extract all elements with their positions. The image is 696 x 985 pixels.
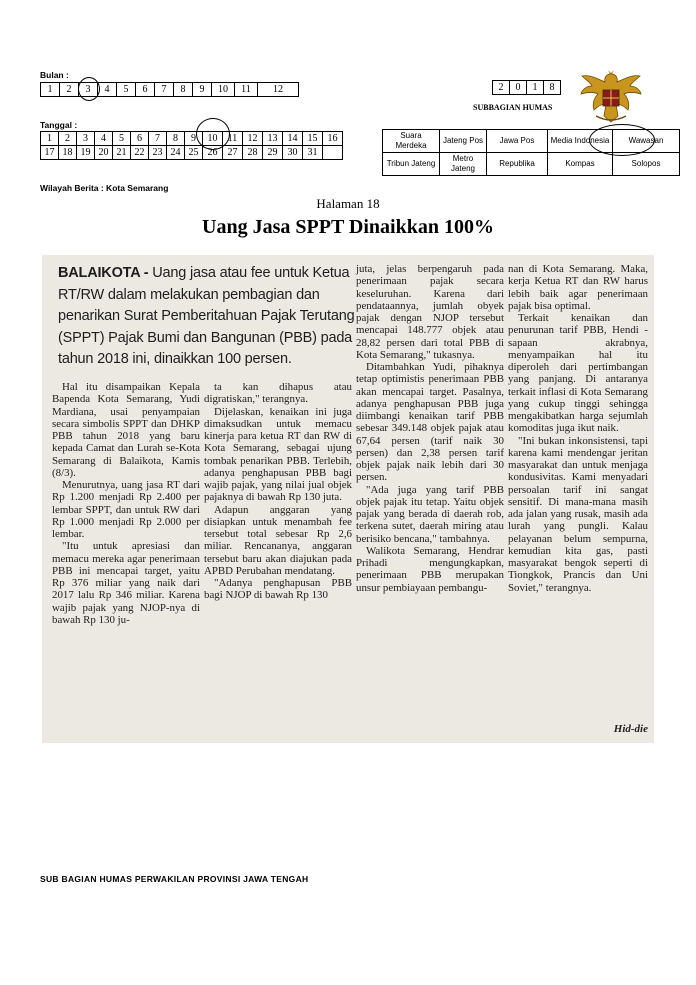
month-cell: 9 xyxy=(193,83,212,97)
date-cell: 5 xyxy=(113,132,131,146)
date-cell: 17 xyxy=(41,146,59,160)
paragraph: Menurutnya, uang jasa RT dari Rp 1.200 menjadi Rp 2.400 per lembar SPPT, dan untuk RW dari Rp 1.000 menjadi Rp 2.000 per lembar. xyxy=(52,479,200,540)
date-cell: 24 xyxy=(167,146,185,160)
paragraph: juta, jelas berpengaruh pada penerimaan pajak secara keseluruhan. Karena dari pendataannya, jumlah obyek pajak dengan NJOP tersebut mencapai 148.777 objek atau 28,82 persen dari total PBB di Kota Semarang," tukasnya. xyxy=(356,263,504,361)
date-cell: 20 xyxy=(95,146,113,160)
paragraph: Ditambahkan Yudi, pihaknya tetap optimistis penerimaan PBB akan mencapai target. Pasalnya, adanya penghapusan PBB juga diimbangi kenaikan tarif PBB sebesar 349.148 objek pajak atau 67,64 persen (tarif naik 30 persen) dan 2,38 persen tarif objek pajak naik lebih dari 30 persen. xyxy=(356,361,504,484)
article-headline: Uang Jasa SPPT Dinaikkan 100% xyxy=(202,216,494,238)
date-cell: 2 xyxy=(59,132,77,146)
media-cell: Kompas xyxy=(548,153,613,176)
newspaper-clipping xyxy=(42,255,654,743)
paragraph: Hal itu disampaikan Kepala Bapenda Kota Semarang, Yudi Mardiana, usai penyampaian secara simbolis SPPT dan DHKP PBB tahun 2018 yang baru kepada Camat dan Lurah se-Kota Semarang di Balaikota, Kamis (8/3). xyxy=(52,381,200,479)
article-column-3 xyxy=(356,263,504,594)
year-digit: 8 xyxy=(544,81,561,95)
selected-media-circle xyxy=(589,124,655,156)
article-column-2 xyxy=(204,381,352,602)
lead-kicker: BALAIKOTA - xyxy=(58,265,149,281)
date-cell: 4 xyxy=(95,132,113,146)
bulan-label: Bulan : xyxy=(40,70,69,80)
media-cell: Metro Jateng xyxy=(440,153,487,176)
paragraph: "Adanya penghapusan PBB bagi NJOP di bawah Rp 130 xyxy=(204,577,352,602)
author-signature: Hid-die xyxy=(613,723,648,735)
date-cell: 31 xyxy=(303,146,323,160)
media-cell: Tribun Jateng xyxy=(383,153,440,176)
date-cell: 29 xyxy=(263,146,283,160)
media-cell: Republika xyxy=(487,153,548,176)
date-cell: 19 xyxy=(77,146,95,160)
month-cell: 3 xyxy=(79,83,98,97)
department-label: SUBBAGIAN HUMAS xyxy=(473,103,553,112)
date-cell: 27 xyxy=(223,146,243,160)
media-cell: Solopos xyxy=(613,153,680,176)
date-cell: 21 xyxy=(113,146,131,160)
page-number: Halaman 18 xyxy=(316,196,380,211)
media-cell: Jateng Pos xyxy=(440,130,487,153)
paragraph: Adapun anggaran yang disiapkan untuk menambah fee tersebut total sebesar Rp 2,6 miliar. Rencananya, anggaran tersebut baru akan diajukan pada APBD Perubahan mendatang. xyxy=(204,503,352,577)
paragraph: "Ada juga yang tarif PBB objek pajak itu tetap. Yaitu objek pajak yang berada di daerah rob, terkena sutet, daerah miring atau berisiko bencana," tambahnya. xyxy=(356,483,504,545)
footer-text: SUB BAGIAN HUMAS PERWAKILAN PROVINSI JAWA TENGAH xyxy=(40,874,309,884)
month-cell: 10 xyxy=(212,83,235,97)
year-grid xyxy=(492,80,561,95)
paragraph: "Itu untuk apresiasi dan memacu mereka agar penerimaan PBB ini mencapai target, yaitu Rp 376 miliar yang naik dari 2017 lalu Rp 346 miliar. Karena wajib pajak yang NJOP-nya di bawah Rp 130 ju- xyxy=(52,540,200,626)
month-cell: 12 xyxy=(258,83,299,97)
date-cell: 3 xyxy=(77,132,95,146)
selected-month-circle xyxy=(78,77,100,101)
selected-date-circle xyxy=(196,118,230,150)
date-cell: 25 xyxy=(185,146,203,160)
month-cell: 1 xyxy=(41,83,60,97)
media-cell: Suara Merdeka xyxy=(383,130,440,153)
month-cell: 11 xyxy=(235,83,258,97)
article-lead xyxy=(58,263,380,371)
paragraph: Walikota Semarang, Hendrar Prihadi mengungkapkan, penerimaan PBB merupakan unsur pembiayaan pembangu- xyxy=(356,544,504,594)
media-cell: Media Indonesia xyxy=(548,130,613,153)
date-cell: 10 xyxy=(203,132,223,146)
date-cell: 18 xyxy=(59,146,77,160)
date-cell: 22 xyxy=(131,146,149,160)
date-cell: 7 xyxy=(149,132,167,146)
paragraph: "Ini bukan inkonsistensi, tapi karena kami mendengar jeritan masyarakat dan untuk menjaga kondusivitas. Kami menyadari persoalan tarif ini sangat sensitif. Di mana-mana masih ada jalan yang rusak, masih ada lurah yang pungli. Kalau pelayanan belum sempurna, kemudian kita gas, pasti masyarakat bengok seperti di Tiongkok, Prancis dan Uni Soviet," terangnya. xyxy=(508,434,648,594)
date-cell: 1 xyxy=(41,132,59,146)
date-cell: 8 xyxy=(167,132,185,146)
date-cell: 28 xyxy=(243,146,263,160)
media-cell: Jawa Pos xyxy=(487,130,548,153)
paragraph: ta kan dihapus atau digratiskan," terangnya. xyxy=(204,381,352,406)
date-cell xyxy=(323,146,343,160)
garuda-emblem-icon xyxy=(578,66,644,126)
year-digit: 0 xyxy=(510,81,527,95)
media-cell: Wawasan xyxy=(613,130,680,153)
article-column-1 xyxy=(52,381,200,626)
month-cell: 2 xyxy=(60,83,79,97)
date-cell: 14 xyxy=(283,132,303,146)
month-cell: 6 xyxy=(136,83,155,97)
date-cell: 15 xyxy=(303,132,323,146)
month-cell: 7 xyxy=(155,83,174,97)
date-cell: 13 xyxy=(263,132,283,146)
region-label: Wilayah Berita : Kota Semarang xyxy=(40,183,169,193)
date-cell: 23 xyxy=(149,146,167,160)
date-cell: 16 xyxy=(323,132,343,146)
date-cell: 12 xyxy=(243,132,263,146)
date-cell: 9 xyxy=(185,132,203,146)
month-cell: 4 xyxy=(98,83,117,97)
date-cell: 30 xyxy=(283,146,303,160)
article-column-4 xyxy=(508,263,648,594)
date-grid xyxy=(40,131,343,160)
month-cell: 8 xyxy=(174,83,193,97)
date-cell: 11 xyxy=(223,132,243,146)
date-cell: 26 xyxy=(203,146,223,160)
paragraph: Terkait kenaikan dan penurunan tarif PBB, Hendi - sapaan akrabnya, menyampaikan hal itu diperoleh dari pertimbangan yang panjang. Di antaranya terkait inflasi di Kota Semarang yang cukup tinggi sehingga mengakibatkan harga sejumlah komoditas juga ikut naik. xyxy=(508,312,648,435)
year-digit: 2 xyxy=(493,81,510,95)
month-cell: 5 xyxy=(117,83,136,97)
year-digit: 1 xyxy=(527,81,544,95)
date-cell: 6 xyxy=(131,132,149,146)
paragraph: Dijelaskan, kenaikan ini juga dimaksudkan untuk memacu kinerja para ketua RT dan RW di Kota Semarang, sebagai ujung tombak penarikan PBB. Terlebih, adanya penghapusan PBB bagi wajib pajak, yang nilai jual objek pajaknya di bawah Rp 130 juta. xyxy=(204,405,352,504)
paragraph: nan di Kota Semarang. Maka, kerja Ketua RT dan RW harus lebih baik agar penerimaan pajak bisa optimal. xyxy=(508,263,648,312)
tanggal-label: Tanggal : xyxy=(40,120,78,130)
lead-text: Uang jasa atau fee untuk Ketua RT/RW dalam melakukan pembagian dan penarikan Surat Pemberitahuan Pajak Terutang (SPPT) Pajak Bumi dan Bangunan (PBB) pada tahun 2018 ini, dinaikkan 100 persen. xyxy=(58,265,355,367)
